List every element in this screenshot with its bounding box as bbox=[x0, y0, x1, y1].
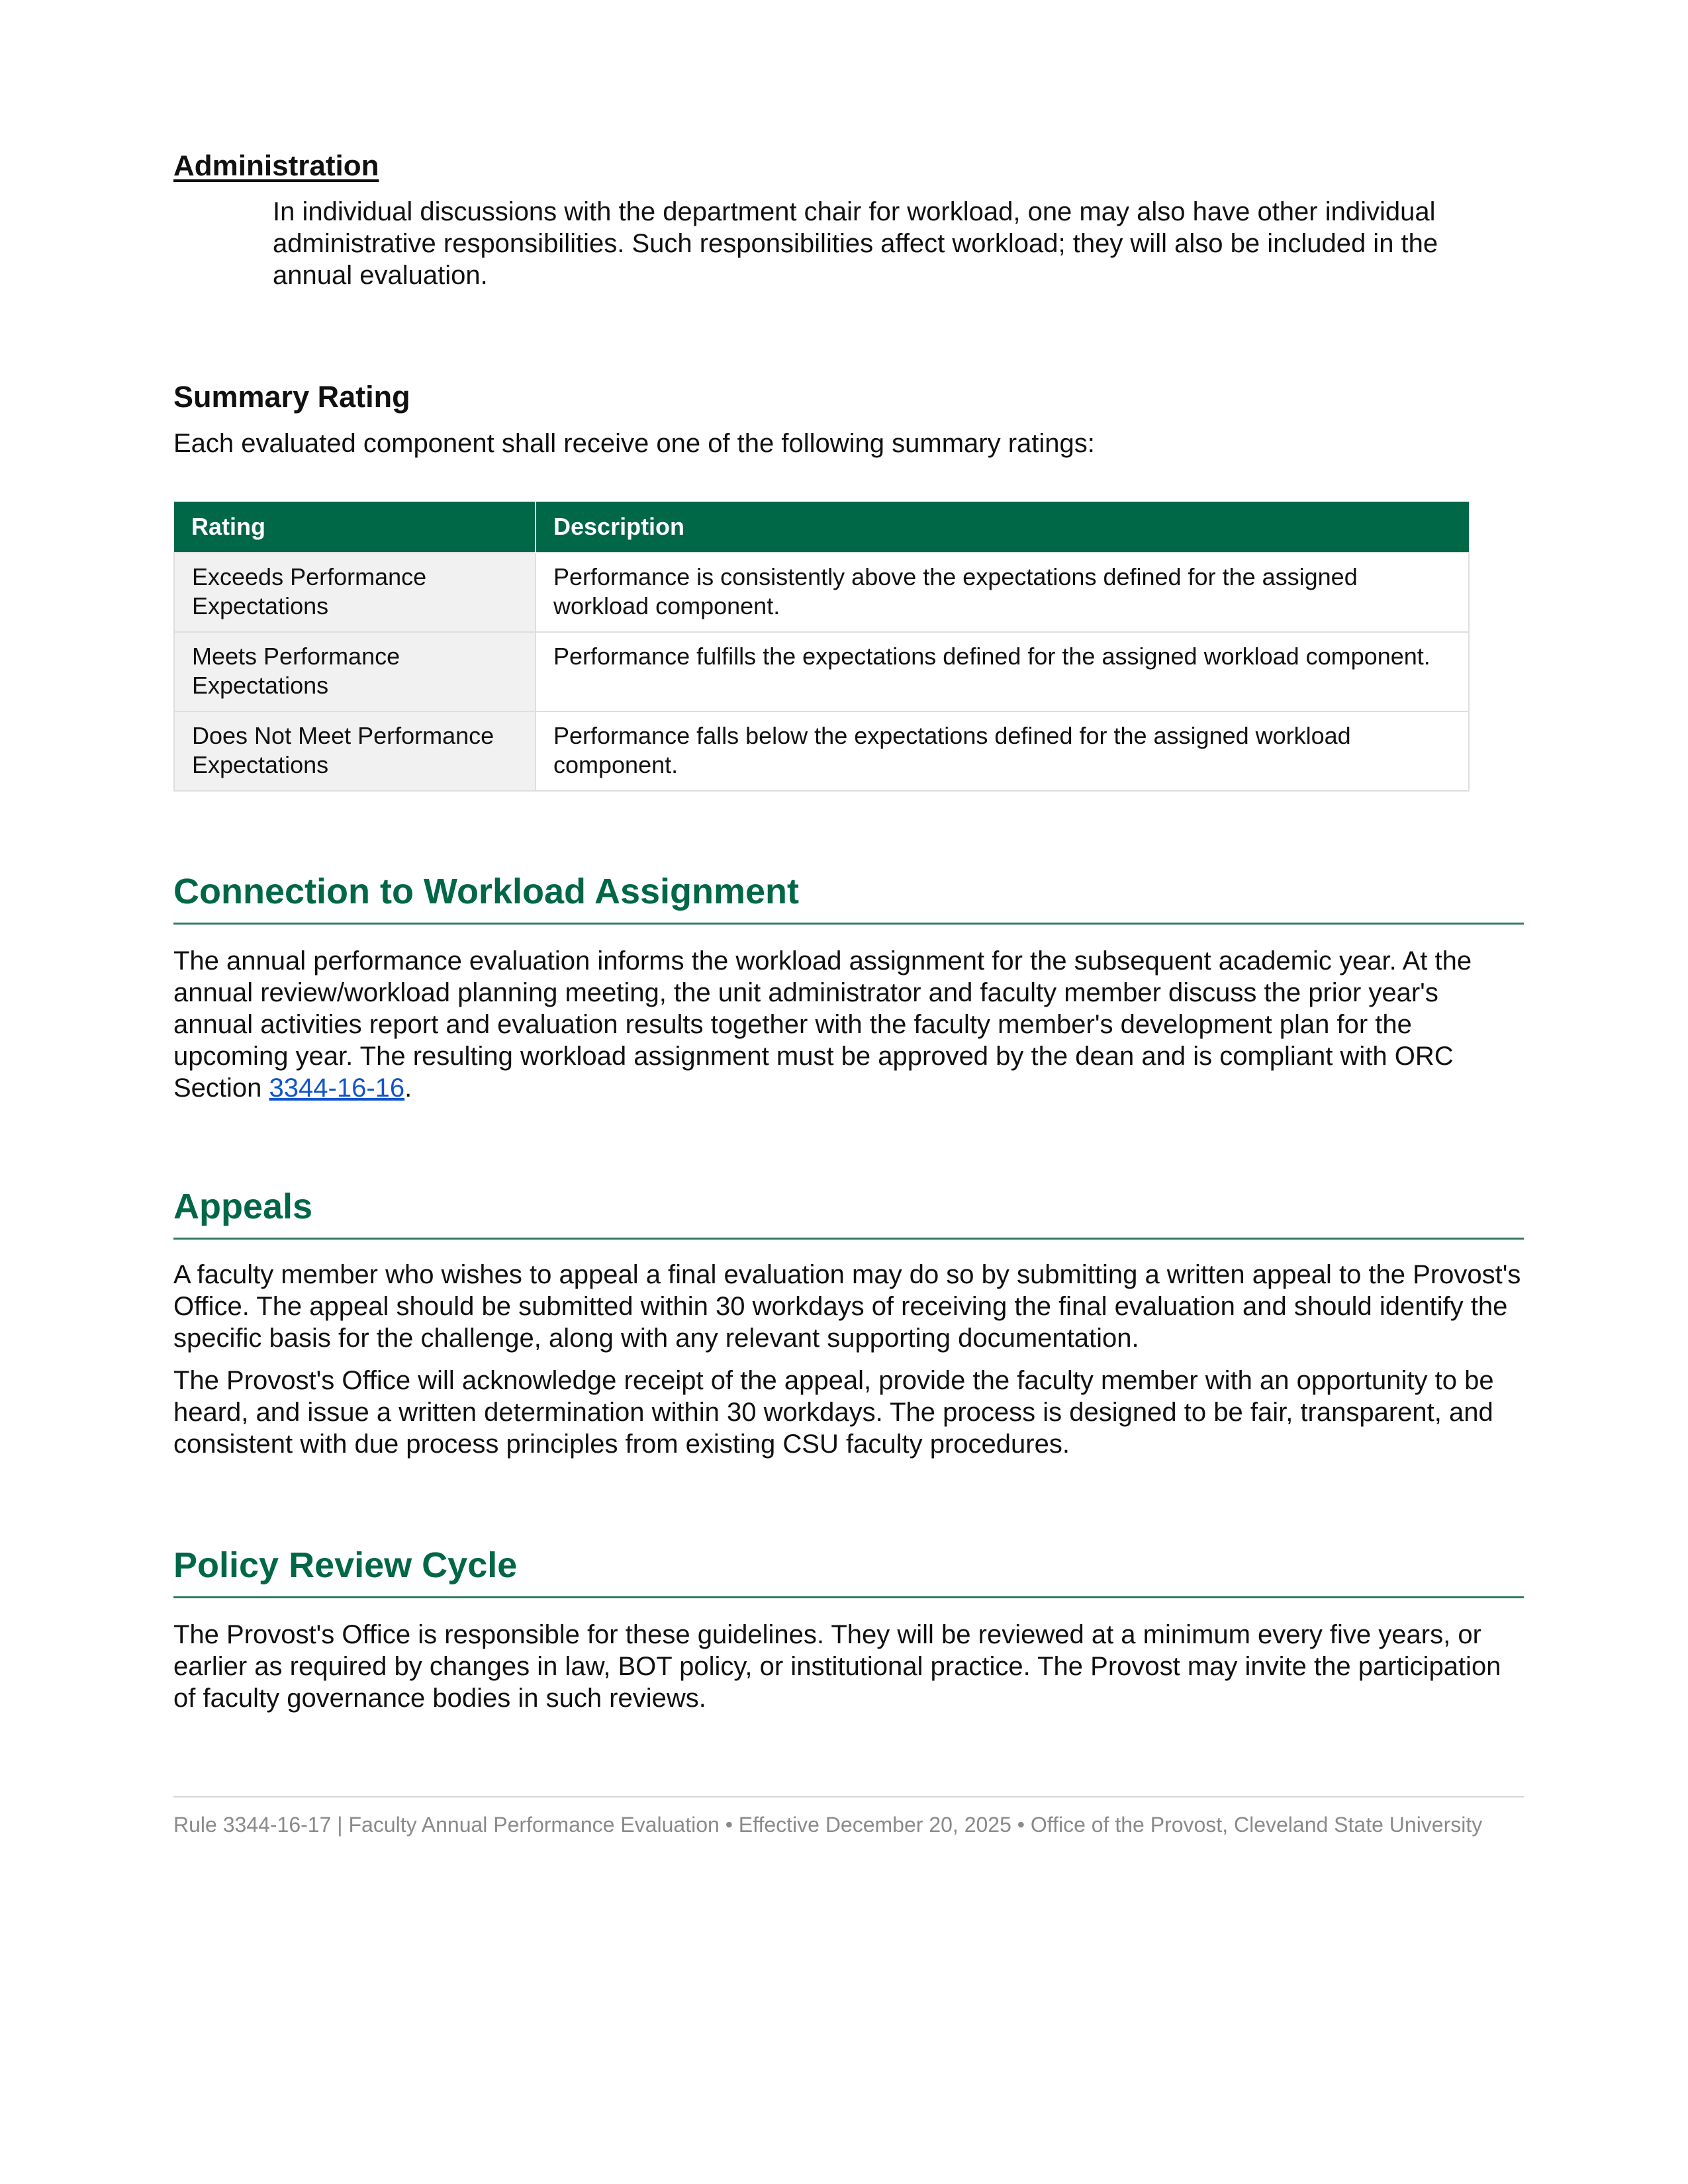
table-row bbox=[174, 553, 1469, 632]
orc-section-link[interactable]: 3344-16-16 bbox=[269, 1073, 405, 1103]
table-row bbox=[174, 711, 1469, 791]
rating-column-header: Rating bbox=[174, 502, 536, 553]
rating-cell: Exceeds Performance Expectations bbox=[174, 553, 536, 632]
connection-body-end: . bbox=[404, 1073, 412, 1103]
administration-body: In individual discussions with the department chair for workload, one may also have other individual administrative responsibilities. Such responsibilities affect workload; they will also be included in the annual evaluation. bbox=[273, 197, 1438, 290]
appeals-heading: Appeals bbox=[173, 1186, 1524, 1240]
description-cell: Performance falls below the expectations defined for the assigned workload component. bbox=[536, 711, 1469, 791]
description-cell: Performance fulfills the expectations defined for the assigned workload component. bbox=[536, 632, 1469, 711]
page-footer: Rule 3344-16-17 | Faculty Annual Performance Evaluation • Effective December 20, 2025 • Office of the Provost, Cleveland State University bbox=[173, 1796, 1524, 1837]
administration-heading: Administration bbox=[173, 150, 379, 182]
connection-heading: Connection to Workload Assignment bbox=[173, 871, 1524, 925]
rating-cell: Does Not Meet Performance Expectations bbox=[174, 711, 536, 791]
connection-body bbox=[173, 945, 1524, 1104]
connection-body-text: The annual performance evaluation informs the workload assignment for the subsequent academic year. At the annual review/workload planning meeting, the unit administrator and faculty member discuss the prior year's annual activities report and evaluation results together with the faculty member's development plan for the upcoming year. The resulting workload assignment must be approved by the dean and is compliant with ORC Section bbox=[173, 946, 1472, 1103]
appeals-paragraph-1: A faculty member who wishes to appeal a final evaluation may do so by submitting a written appeal to the Provost's Office. The appeal should be submitted within 30 workdays of receiving the final evaluation and should identify the specific basis for the challenge, along with any relevant supporting documentation. bbox=[173, 1260, 1521, 1353]
rating-cell: Meets Performance Expectations bbox=[174, 632, 536, 711]
description-column-header: Description bbox=[536, 502, 1469, 553]
policy-review-heading: Policy Review Cycle bbox=[173, 1545, 1524, 1598]
summary-rating-heading: Summary Rating bbox=[173, 380, 410, 414]
rating-table bbox=[173, 502, 1470, 792]
table-row bbox=[174, 632, 1469, 711]
appeals-paragraph-2: The Provost's Office will acknowledge receipt of the appeal, provide the faculty member with an opportunity to be heard, and issue a written determination within 30 workdays. The process is designed to be fair, transparent, and consistent with due process principles from existing CSU faculty procedures. bbox=[173, 1366, 1494, 1459]
policy-review-body: The Provost's Office is responsible for these guidelines. They will be reviewed at a minimum every five years, or earlier as required by changes in law, BOT policy, or institutional practice. The Provost may invite the participation of faculty governance bodies in such reviews. bbox=[173, 1620, 1501, 1713]
rating-table-header-row bbox=[174, 502, 1469, 553]
description-cell: Performance is consistently above the expectations defined for the assigned workload component. bbox=[536, 553, 1469, 632]
summary-rating-intro: Each evaluated component shall receive one of the following summary ratings: bbox=[173, 429, 1095, 458]
